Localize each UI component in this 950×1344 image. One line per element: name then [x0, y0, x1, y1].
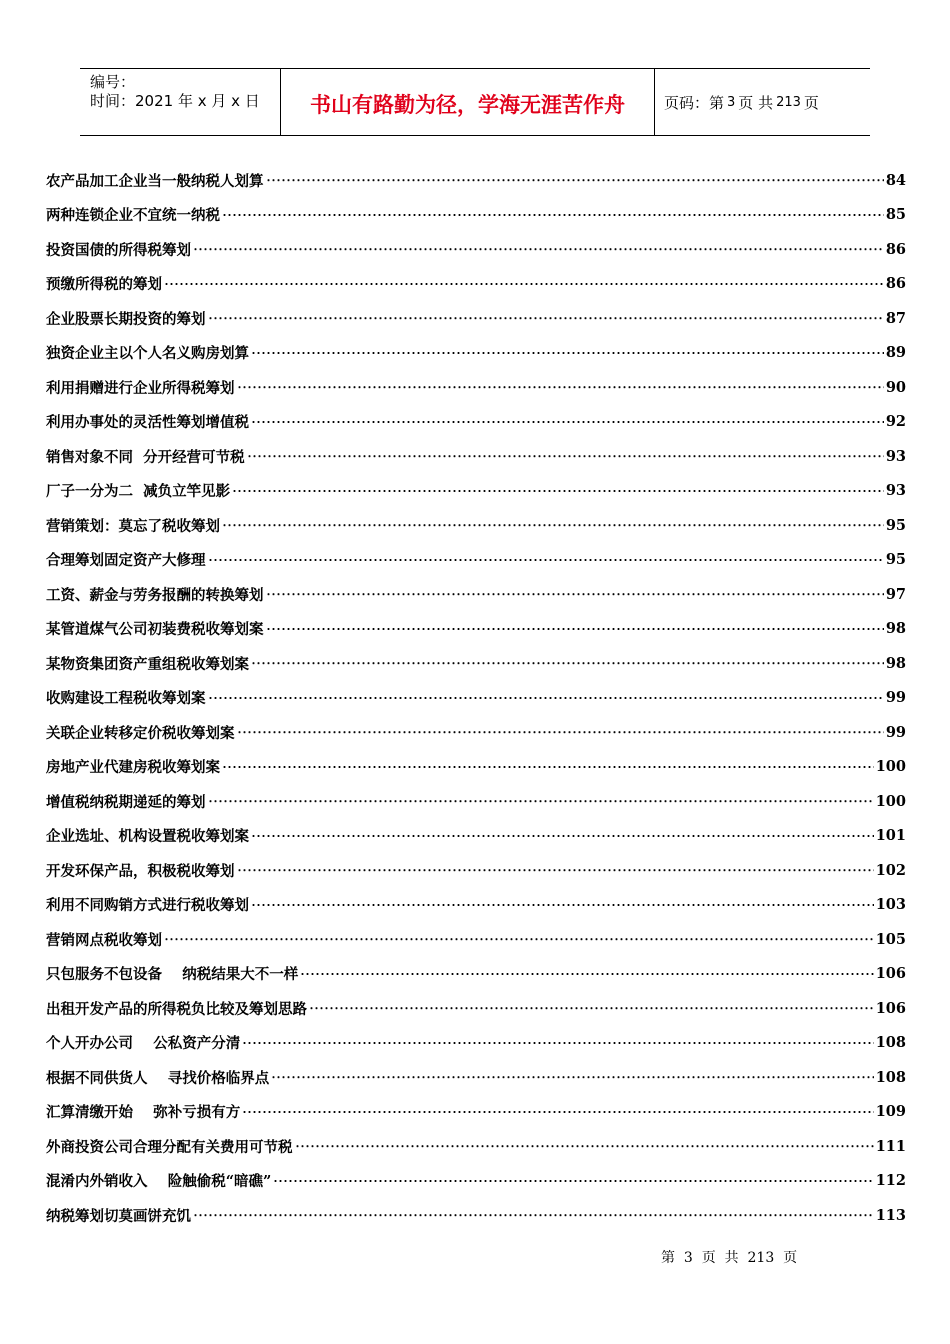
toc-entry-page: 103	[875, 896, 906, 914]
toc-entry[interactable]	[46, 1164, 906, 1199]
toc-entry-page: 111	[875, 1137, 906, 1155]
toc-leader-dots	[208, 691, 884, 706]
page-total: 213	[776, 94, 801, 110]
toc-entry-page: 108	[875, 1068, 906, 1086]
toc-entry-title: 企业选址、机构设置税收筹划案	[46, 828, 249, 846]
toc-leader-dots	[232, 484, 884, 499]
toc-entry[interactable]	[46, 1095, 906, 1130]
header-motto: 书山有路勤为径，学海无涯苦作舟	[281, 69, 655, 135]
toc-leader-dots	[208, 794, 874, 809]
toc-entry-title: 混淆内外销收入 险触偷税“暗礁”	[46, 1173, 272, 1191]
toc-entry[interactable]	[46, 784, 906, 819]
toc-leader-dots	[251, 346, 884, 361]
toc-entry-title: 营销网点税收筹划	[46, 931, 162, 949]
toc-entry-page: 109	[875, 1103, 906, 1121]
toc-leader-dots	[242, 1105, 874, 1120]
toc-entry-title: 收购建设工程税收筹划案	[46, 690, 206, 708]
toc-leader-dots	[164, 277, 884, 292]
toc-entry-page: 98	[885, 654, 906, 672]
toc-entry-title: 销售对象不同 分开经营可节税	[46, 448, 245, 466]
toc-entry-title: 汇算清缴开始 弥补亏损有方	[46, 1104, 241, 1122]
toc-entry[interactable]	[46, 543, 906, 578]
page-suffix: 页	[803, 93, 819, 112]
toc-leader-dots	[222, 760, 874, 775]
toc-entry-title: 个人开办公司 公私资产分清	[46, 1035, 241, 1053]
toc-entry[interactable]	[46, 1129, 906, 1164]
page-header	[80, 68, 870, 136]
toc-entry-page: 99	[885, 689, 906, 707]
toc-entry-page: 93	[885, 482, 906, 500]
toc-entry-page: 105	[875, 930, 906, 948]
toc-entry-page: 95	[885, 516, 906, 534]
toc-leader-dots	[222, 208, 884, 223]
toc-entry-page: 93	[885, 447, 906, 465]
toc-entry-page: 84	[885, 171, 906, 189]
toc-entry[interactable]	[46, 508, 906, 543]
toc-entry-page: 101	[875, 827, 906, 845]
toc-entry-page: 90	[885, 378, 906, 396]
toc-entry-page: 99	[885, 723, 906, 741]
toc-entry-title: 根据不同供货人 寻找价格临界点	[46, 1069, 270, 1087]
toc-entry-title: 某管道煤气公司初装费税收筹划案	[46, 621, 264, 639]
toc-entry-title: 开发环保产品，积极税收筹划	[46, 862, 235, 880]
serial-label: 编号：	[90, 73, 136, 91]
toc-entry-title: 农产品加工企业当一般纳税人划算	[46, 172, 264, 190]
toc-entry[interactable]	[46, 198, 906, 233]
toc-entry[interactable]	[46, 715, 906, 750]
toc-entry[interactable]	[46, 439, 906, 474]
toc-leader-dots	[193, 1208, 874, 1223]
toc-leader-dots	[237, 863, 874, 878]
toc-entry-title: 纳税筹划切莫画饼充饥	[46, 1207, 191, 1225]
toc-entry[interactable]	[46, 1026, 906, 1061]
toc-entry-page: 92	[885, 413, 906, 431]
toc-entry[interactable]	[46, 922, 906, 957]
toc-entry-page: 98	[885, 620, 906, 638]
toc-entry[interactable]	[46, 1060, 906, 1095]
toc-leader-dots	[247, 449, 884, 464]
toc-entry[interactable]	[46, 405, 906, 440]
toc-leader-dots	[237, 725, 884, 740]
page-footer: 第 3 页 共 213 页	[661, 1250, 798, 1266]
toc-entry[interactable]	[46, 301, 906, 336]
toc-entry-page: 113	[875, 1206, 906, 1224]
toc-entry-title: 利用不同购销方式进行税收筹划	[46, 897, 249, 915]
toc-entry-page: 100	[875, 792, 906, 810]
toc-leader-dots	[208, 311, 884, 326]
toc-entry[interactable]	[46, 336, 906, 371]
toc-leader-dots	[164, 932, 874, 947]
toc-entry-title: 独资企业主以个人名义购房划算	[46, 345, 249, 363]
toc-entry-title: 增值税纳税期递延的筹划	[46, 793, 206, 811]
toc-entry-title: 厂子一分为二 减负立竿见影	[46, 483, 231, 501]
toc-entry[interactable]	[46, 888, 906, 923]
toc-leader-dots	[208, 553, 884, 568]
toc-entry-page: 85	[885, 206, 906, 224]
header-page-info	[655, 69, 870, 135]
toc-leader-dots	[266, 173, 884, 188]
date-label: 时间：2021 年 x 月 x 日	[90, 92, 260, 110]
toc-entry-page: 112	[875, 1172, 906, 1190]
header-info	[80, 69, 281, 135]
toc-entry-title: 工资、薪金与劳务报酬的转换筹划	[46, 586, 264, 604]
toc-entry-title: 营销策划：莫忘了税收筹划	[46, 517, 220, 535]
toc-entry[interactable]	[46, 750, 906, 785]
toc-entry[interactable]	[46, 646, 906, 681]
page-current: 3	[727, 94, 736, 110]
table-of-contents	[46, 163, 906, 1233]
toc-entry-title: 出租开发产品的所得税负比较及筹划思路	[46, 1000, 307, 1018]
toc-leader-dots	[251, 415, 884, 430]
toc-entry[interactable]	[46, 474, 906, 509]
toc-entry-title: 某物资集团资产重组税收筹划案	[46, 655, 249, 673]
toc-entry-page: 106	[875, 999, 906, 1017]
page-prefix: 页码：第	[664, 93, 725, 112]
toc-entry[interactable]	[46, 853, 906, 888]
toc-leader-dots	[251, 829, 874, 844]
toc-entry[interactable]	[46, 991, 906, 1026]
toc-leader-dots	[309, 1001, 874, 1016]
toc-leader-dots	[242, 1036, 874, 1051]
toc-entry-title: 房地产业代建房税收筹划案	[46, 759, 220, 777]
toc-leader-dots	[271, 1070, 874, 1085]
toc-leader-dots	[295, 1139, 874, 1154]
toc-entry[interactable]	[46, 957, 906, 992]
toc-entry-page: 106	[875, 965, 906, 983]
toc-entry-title: 两种连锁企业不宜统一纳税	[46, 207, 220, 225]
toc-entry-page: 89	[885, 344, 906, 362]
toc-entry[interactable]	[46, 577, 906, 612]
toc-entry-page: 86	[885, 240, 906, 258]
toc-entry[interactable]	[46, 819, 906, 854]
toc-entry-title: 利用办事处的灵活性筹划增值税	[46, 414, 249, 432]
toc-entry-page: 100	[875, 758, 906, 776]
toc-entry-title: 利用捐赠进行企业所得税筹划	[46, 379, 235, 397]
toc-leader-dots	[266, 622, 884, 637]
toc-leader-dots	[222, 518, 884, 533]
page-mid: 页 共	[738, 93, 774, 112]
toc-entry-title: 合理筹划固定资产大修理	[46, 552, 206, 570]
toc-entry[interactable]	[46, 232, 906, 267]
toc-leader-dots	[300, 967, 874, 982]
toc-entry-title: 预缴所得税的筹划	[46, 276, 162, 294]
toc-leader-dots	[273, 1174, 873, 1189]
toc-entry-page: 108	[875, 1034, 906, 1052]
toc-entry[interactable]	[46, 612, 906, 647]
toc-entry-title: 企业股票长期投资的筹划	[46, 310, 206, 328]
toc-entry[interactable]	[46, 370, 906, 405]
toc-entry-page: 95	[885, 551, 906, 569]
toc-leader-dots	[251, 656, 884, 671]
toc-entry-title: 外商投资公司合理分配有关费用可节税	[46, 1138, 293, 1156]
toc-entry-page: 87	[885, 309, 906, 327]
toc-entry[interactable]	[46, 1198, 906, 1233]
toc-entry[interactable]	[46, 267, 906, 302]
toc-leader-dots	[237, 380, 884, 395]
toc-entry-title: 只包服务不包设备 纳税结果大不一样	[46, 966, 299, 984]
toc-leader-dots	[266, 587, 884, 602]
toc-entry-page: 86	[885, 275, 906, 293]
toc-entry-title: 关联企业转移定价税收筹划案	[46, 724, 235, 742]
toc-entry-title: 投资国债的所得税筹划	[46, 241, 191, 259]
toc-entry-page: 102	[875, 861, 906, 879]
toc-leader-dots	[193, 242, 884, 257]
toc-leader-dots	[251, 898, 874, 913]
toc-entry-page: 97	[885, 585, 906, 603]
toc-entry[interactable]	[46, 681, 906, 716]
toc-entry[interactable]	[46, 163, 906, 198]
